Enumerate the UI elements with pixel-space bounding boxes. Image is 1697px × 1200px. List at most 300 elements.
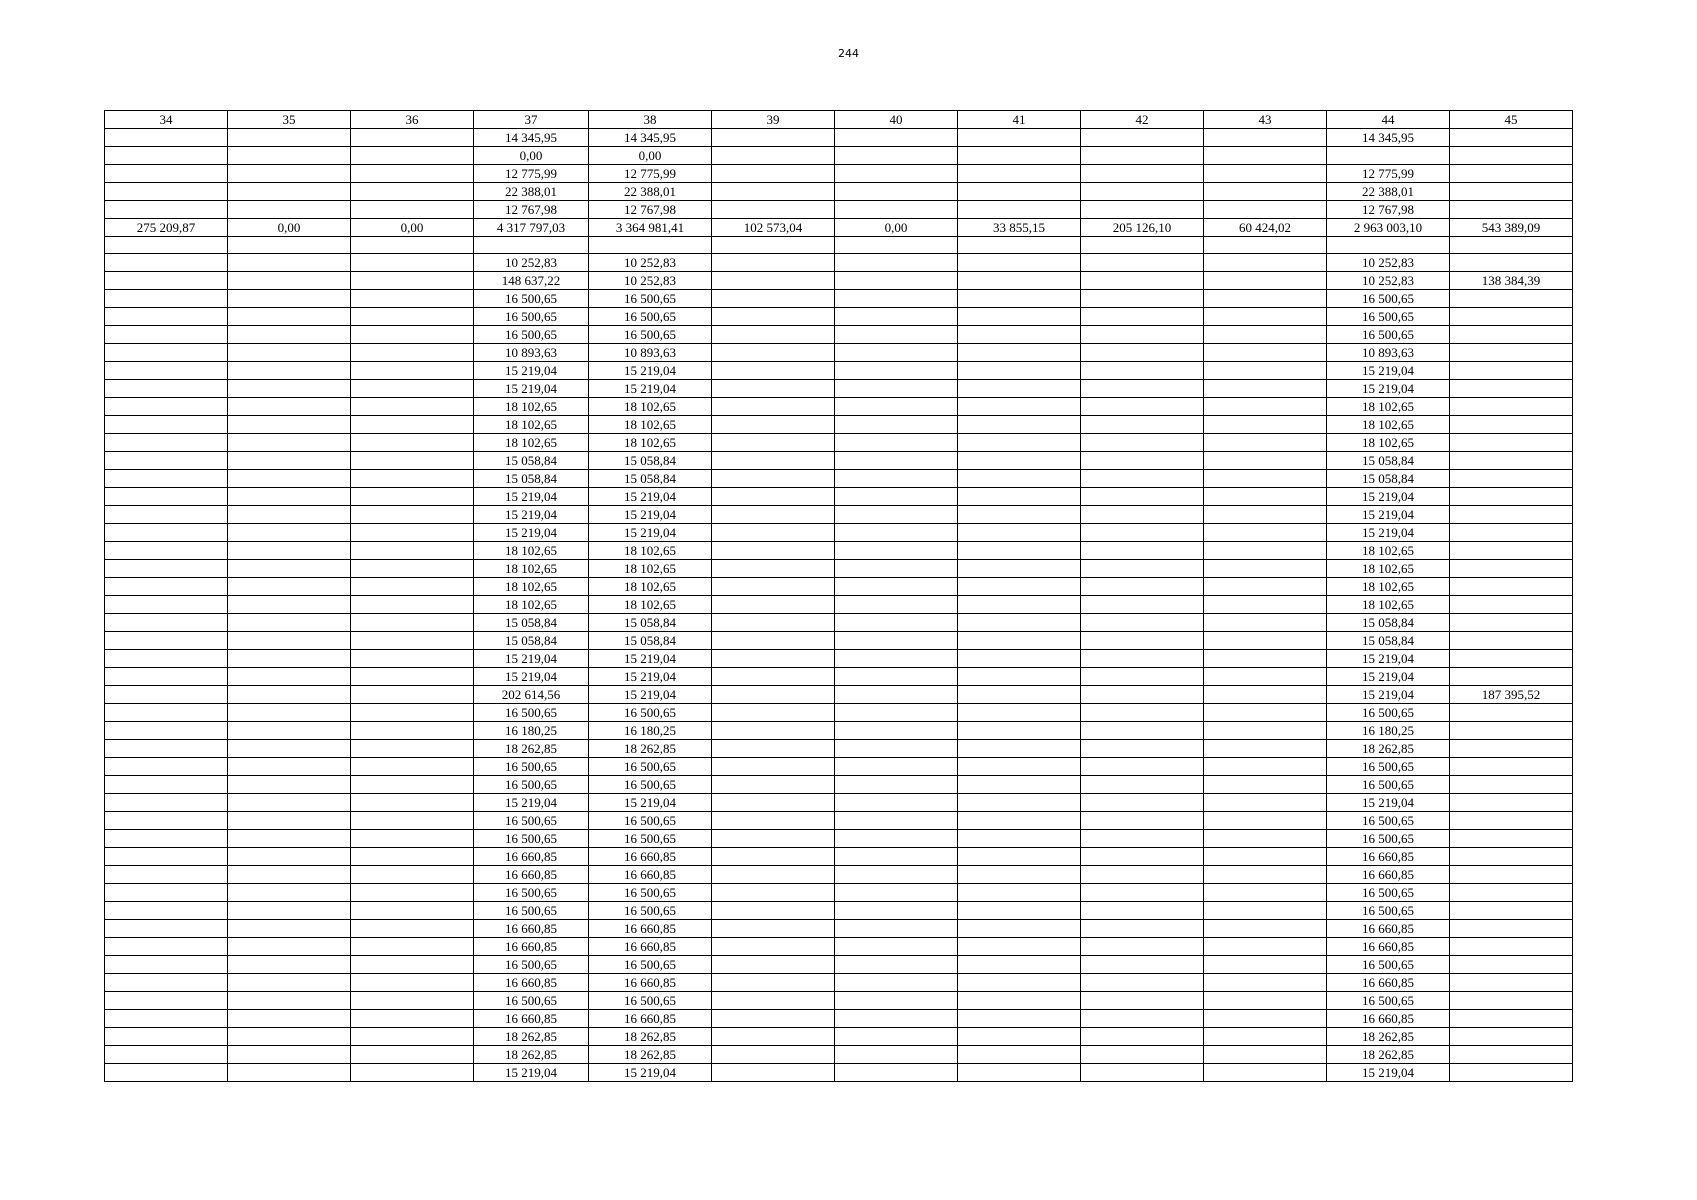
table-cell: 15 219,04 bbox=[1327, 488, 1450, 506]
table-cell bbox=[228, 668, 351, 686]
table-body bbox=[105, 111, 1573, 1082]
table-cell: 15 219,04 bbox=[474, 380, 589, 398]
table-cell bbox=[1204, 920, 1327, 938]
table-cell: 18 102,65 bbox=[1327, 434, 1450, 452]
table-cell bbox=[1081, 848, 1204, 866]
table-cell: 15 219,04 bbox=[1327, 1064, 1450, 1082]
table-row bbox=[105, 398, 1573, 416]
table-cell bbox=[105, 632, 228, 650]
table-cell: 15 219,04 bbox=[1327, 686, 1450, 704]
table-cell bbox=[1081, 1028, 1204, 1046]
table-cell bbox=[958, 650, 1081, 668]
table-cell bbox=[1081, 254, 1204, 272]
table-cell: 16 500,65 bbox=[1327, 830, 1450, 848]
table-cell bbox=[1450, 1028, 1573, 1046]
table-cell: 15 058,84 bbox=[474, 614, 589, 632]
table-cell bbox=[1204, 1046, 1327, 1064]
table-row bbox=[105, 938, 1573, 956]
table-cell: 0,00 bbox=[351, 219, 474, 237]
table-cell: 16 500,65 bbox=[1327, 776, 1450, 794]
table-cell bbox=[835, 722, 958, 740]
table-cell bbox=[1081, 704, 1204, 722]
table-cell bbox=[105, 452, 228, 470]
table-cell: 15 219,04 bbox=[1327, 650, 1450, 668]
table-cell bbox=[1204, 290, 1327, 308]
table-cell bbox=[351, 254, 474, 272]
table-cell bbox=[1204, 434, 1327, 452]
table-cell bbox=[351, 542, 474, 560]
table-cell bbox=[105, 866, 228, 884]
table-cell bbox=[1450, 794, 1573, 812]
table-cell bbox=[1450, 344, 1573, 362]
table-cell bbox=[228, 488, 351, 506]
table-cell: 12 775,99 bbox=[474, 165, 589, 183]
table-cell bbox=[1081, 938, 1204, 956]
table-cell bbox=[1204, 542, 1327, 560]
table-row bbox=[105, 470, 1573, 488]
table-cell bbox=[835, 884, 958, 902]
table-cell: 15 219,04 bbox=[589, 1064, 712, 1082]
table-row bbox=[105, 794, 1573, 812]
table-cell bbox=[958, 147, 1081, 165]
table-cell bbox=[351, 956, 474, 974]
table-row bbox=[105, 704, 1573, 722]
table-cell bbox=[105, 470, 228, 488]
table-cell bbox=[1204, 506, 1327, 524]
table-cell bbox=[958, 542, 1081, 560]
table-cell: 18 262,85 bbox=[589, 1028, 712, 1046]
table-cell: 16 500,65 bbox=[474, 902, 589, 920]
table-cell bbox=[712, 452, 835, 470]
table-cell bbox=[105, 398, 228, 416]
table-cell bbox=[228, 542, 351, 560]
table-cell: 16 500,65 bbox=[589, 776, 712, 794]
table-cell: 15 219,04 bbox=[474, 794, 589, 812]
table-cell bbox=[105, 1064, 228, 1082]
table-cell bbox=[105, 560, 228, 578]
table-cell bbox=[835, 866, 958, 884]
table-cell bbox=[835, 902, 958, 920]
table-cell bbox=[835, 1064, 958, 1082]
table-cell bbox=[351, 416, 474, 434]
table-cell: 15 058,84 bbox=[1327, 614, 1450, 632]
table-cell bbox=[1450, 578, 1573, 596]
table-cell bbox=[958, 632, 1081, 650]
table-cell bbox=[1450, 758, 1573, 776]
table-cell: 12 767,98 bbox=[589, 201, 712, 219]
table-cell bbox=[958, 830, 1081, 848]
table-cell bbox=[712, 578, 835, 596]
table-cell bbox=[835, 506, 958, 524]
table-cell bbox=[105, 488, 228, 506]
table-cell bbox=[1204, 326, 1327, 344]
table-cell bbox=[1081, 470, 1204, 488]
table-cell bbox=[105, 129, 228, 147]
table-cell bbox=[351, 686, 474, 704]
table-cell bbox=[1081, 308, 1204, 326]
table-cell: 16 500,65 bbox=[474, 758, 589, 776]
table-cell bbox=[105, 830, 228, 848]
table-cell bbox=[1204, 650, 1327, 668]
table-cell bbox=[958, 380, 1081, 398]
table-cell bbox=[105, 237, 228, 254]
table-cell: 16 500,65 bbox=[589, 758, 712, 776]
table-cell bbox=[228, 992, 351, 1010]
table-cell bbox=[835, 794, 958, 812]
table-cell bbox=[105, 308, 228, 326]
table-cell bbox=[835, 308, 958, 326]
table-cell bbox=[228, 398, 351, 416]
table-cell bbox=[1450, 704, 1573, 722]
table-cell bbox=[835, 452, 958, 470]
table-cell bbox=[958, 1064, 1081, 1082]
table-cell bbox=[1081, 524, 1204, 542]
table-cell bbox=[105, 272, 228, 290]
table-cell bbox=[712, 326, 835, 344]
table-cell bbox=[1450, 830, 1573, 848]
column-header: 40 bbox=[835, 111, 958, 129]
table-cell bbox=[1081, 362, 1204, 380]
table-cell bbox=[1450, 722, 1573, 740]
table-cell bbox=[351, 308, 474, 326]
table-cell bbox=[1450, 650, 1573, 668]
table-cell bbox=[228, 956, 351, 974]
table-cell: 3 364 981,41 bbox=[589, 219, 712, 237]
table-cell bbox=[1204, 183, 1327, 201]
table-cell: 16 660,85 bbox=[589, 1010, 712, 1028]
data-table bbox=[104, 110, 1573, 1082]
table-cell bbox=[835, 632, 958, 650]
table-cell bbox=[1450, 848, 1573, 866]
table-cell bbox=[958, 884, 1081, 902]
table-cell bbox=[712, 974, 835, 992]
table-cell bbox=[351, 1064, 474, 1082]
table-cell: 2 963 003,10 bbox=[1327, 219, 1450, 237]
table-cell: 16 660,85 bbox=[474, 848, 589, 866]
table-cell bbox=[835, 416, 958, 434]
table-cell bbox=[712, 596, 835, 614]
table-cell bbox=[835, 129, 958, 147]
table-cell bbox=[228, 470, 351, 488]
table-cell bbox=[712, 614, 835, 632]
table-cell bbox=[228, 686, 351, 704]
table-cell: 15 219,04 bbox=[474, 1064, 589, 1082]
table-cell: 16 500,65 bbox=[474, 308, 589, 326]
table-cell bbox=[712, 434, 835, 452]
table-row bbox=[105, 686, 1573, 704]
table-cell bbox=[1450, 398, 1573, 416]
table-cell bbox=[589, 237, 712, 254]
table-cell bbox=[1081, 147, 1204, 165]
table-cell bbox=[1204, 380, 1327, 398]
table-row bbox=[105, 272, 1573, 290]
table-cell bbox=[958, 308, 1081, 326]
table-cell bbox=[712, 794, 835, 812]
table-cell bbox=[835, 992, 958, 1010]
table-cell bbox=[712, 524, 835, 542]
table-cell bbox=[228, 147, 351, 165]
table-cell bbox=[712, 272, 835, 290]
table-cell bbox=[958, 488, 1081, 506]
table-cell bbox=[958, 201, 1081, 219]
table-cell bbox=[1081, 165, 1204, 183]
table-cell: 16 500,65 bbox=[474, 704, 589, 722]
table-cell: 15 219,04 bbox=[589, 380, 712, 398]
table-cell: 18 262,85 bbox=[474, 1046, 589, 1064]
table-cell: 18 102,65 bbox=[589, 542, 712, 560]
table-row bbox=[105, 920, 1573, 938]
table-cell bbox=[958, 740, 1081, 758]
table-cell: 18 102,65 bbox=[474, 398, 589, 416]
table-cell bbox=[835, 344, 958, 362]
table-cell bbox=[1081, 560, 1204, 578]
table-cell bbox=[835, 1010, 958, 1028]
table-cell bbox=[105, 326, 228, 344]
table-cell bbox=[958, 614, 1081, 632]
table-cell bbox=[351, 830, 474, 848]
table-row bbox=[105, 380, 1573, 398]
table-row bbox=[105, 866, 1573, 884]
table-cell bbox=[228, 434, 351, 452]
table-cell: 16 180,25 bbox=[474, 722, 589, 740]
table-cell bbox=[958, 416, 1081, 434]
table-cell bbox=[228, 183, 351, 201]
table-cell bbox=[712, 956, 835, 974]
table-cell bbox=[351, 902, 474, 920]
table-cell bbox=[351, 740, 474, 758]
table-cell: 16 500,65 bbox=[474, 830, 589, 848]
table-row bbox=[105, 308, 1573, 326]
table-cell bbox=[228, 326, 351, 344]
table-cell: 16 660,85 bbox=[474, 920, 589, 938]
table-cell bbox=[105, 201, 228, 219]
table-cell bbox=[835, 237, 958, 254]
table-cell bbox=[712, 884, 835, 902]
table-cell bbox=[1081, 578, 1204, 596]
table-cell bbox=[351, 758, 474, 776]
table-cell bbox=[712, 165, 835, 183]
table-cell bbox=[351, 578, 474, 596]
table-cell bbox=[712, 668, 835, 686]
table-cell: 60 424,02 bbox=[1204, 219, 1327, 237]
table-cell bbox=[712, 560, 835, 578]
table-cell bbox=[1450, 812, 1573, 830]
table-cell bbox=[228, 416, 351, 434]
table-cell: 10 252,83 bbox=[474, 254, 589, 272]
header-row bbox=[105, 111, 1573, 129]
table-cell bbox=[105, 704, 228, 722]
table-cell bbox=[351, 165, 474, 183]
table-cell bbox=[712, 147, 835, 165]
table-cell bbox=[835, 704, 958, 722]
table-cell bbox=[1204, 902, 1327, 920]
table-cell bbox=[228, 740, 351, 758]
table-cell: 18 102,65 bbox=[474, 560, 589, 578]
table-row bbox=[105, 1010, 1573, 1028]
table-cell bbox=[1081, 416, 1204, 434]
table-cell bbox=[958, 956, 1081, 974]
table-cell: 16 500,65 bbox=[474, 326, 589, 344]
table-cell: 15 058,84 bbox=[1327, 632, 1450, 650]
table-row bbox=[105, 506, 1573, 524]
table-cell bbox=[228, 290, 351, 308]
table-cell: 16 500,65 bbox=[589, 704, 712, 722]
table-cell bbox=[105, 1046, 228, 1064]
table-cell: 15 219,04 bbox=[474, 506, 589, 524]
table-cell bbox=[228, 920, 351, 938]
table-cell bbox=[958, 1010, 1081, 1028]
table-cell: 18 102,65 bbox=[1327, 560, 1450, 578]
table-cell bbox=[228, 344, 351, 362]
table-cell: 15 219,04 bbox=[1327, 362, 1450, 380]
table-cell bbox=[958, 506, 1081, 524]
table-cell bbox=[1204, 722, 1327, 740]
column-header: 38 bbox=[589, 111, 712, 129]
table-cell: 16 500,65 bbox=[1327, 992, 1450, 1010]
table-cell bbox=[105, 380, 228, 398]
table-cell bbox=[1081, 722, 1204, 740]
table-cell bbox=[228, 722, 351, 740]
table-cell bbox=[1450, 902, 1573, 920]
table-cell bbox=[351, 147, 474, 165]
table-cell bbox=[105, 1028, 228, 1046]
table-cell bbox=[958, 254, 1081, 272]
table-cell bbox=[1204, 686, 1327, 704]
table-cell bbox=[835, 524, 958, 542]
table-cell: 0,00 bbox=[589, 147, 712, 165]
table-cell bbox=[1081, 488, 1204, 506]
table-cell bbox=[835, 920, 958, 938]
table-cell bbox=[228, 362, 351, 380]
table-row bbox=[105, 183, 1573, 201]
table-cell bbox=[1081, 758, 1204, 776]
table-cell bbox=[105, 165, 228, 183]
table-cell: 16 180,25 bbox=[1327, 722, 1450, 740]
table-cell bbox=[1204, 524, 1327, 542]
table-cell bbox=[351, 183, 474, 201]
table-cell bbox=[1327, 237, 1450, 254]
table-cell: 16 500,65 bbox=[1327, 326, 1450, 344]
table-cell bbox=[228, 704, 351, 722]
table-cell bbox=[105, 884, 228, 902]
table-cell bbox=[1450, 380, 1573, 398]
table-cell: 16 500,65 bbox=[474, 884, 589, 902]
table-cell bbox=[1081, 452, 1204, 470]
table-cell: 15 219,04 bbox=[589, 488, 712, 506]
table-row bbox=[105, 165, 1573, 183]
table-cell bbox=[1081, 201, 1204, 219]
table-cell: 10 252,83 bbox=[589, 272, 712, 290]
column-header: 45 bbox=[1450, 111, 1573, 129]
table-cell bbox=[958, 686, 1081, 704]
table-cell bbox=[712, 920, 835, 938]
table-cell: 18 102,65 bbox=[589, 434, 712, 452]
table-cell bbox=[351, 524, 474, 542]
table-cell bbox=[835, 165, 958, 183]
table-cell bbox=[1450, 740, 1573, 758]
table-cell: 12 767,98 bbox=[1327, 201, 1450, 219]
table-cell bbox=[1081, 974, 1204, 992]
table-row bbox=[105, 740, 1573, 758]
table-cell bbox=[351, 398, 474, 416]
table-cell bbox=[105, 848, 228, 866]
table-cell: 22 388,01 bbox=[1327, 183, 1450, 201]
table-cell bbox=[228, 758, 351, 776]
table-cell: 138 384,39 bbox=[1450, 272, 1573, 290]
table-cell: 16 500,65 bbox=[589, 326, 712, 344]
table-cell: 16 500,65 bbox=[589, 830, 712, 848]
table-cell bbox=[958, 290, 1081, 308]
table-cell bbox=[1450, 884, 1573, 902]
table-cell: 148 637,22 bbox=[474, 272, 589, 290]
table-cell bbox=[712, 237, 835, 254]
table-cell bbox=[835, 560, 958, 578]
table-cell: 18 102,65 bbox=[589, 560, 712, 578]
table-row bbox=[105, 830, 1573, 848]
table-cell bbox=[1450, 1064, 1573, 1082]
table-cell bbox=[351, 938, 474, 956]
table-cell bbox=[1450, 326, 1573, 344]
table-cell bbox=[228, 848, 351, 866]
table-cell bbox=[228, 308, 351, 326]
table-cell bbox=[712, 380, 835, 398]
table-cell bbox=[835, 1028, 958, 1046]
table-cell: 16 500,65 bbox=[589, 956, 712, 974]
table-cell bbox=[351, 884, 474, 902]
table-cell bbox=[712, 848, 835, 866]
table-cell bbox=[351, 848, 474, 866]
table-cell bbox=[835, 596, 958, 614]
table-cell bbox=[1081, 668, 1204, 686]
table-cell bbox=[105, 183, 228, 201]
table-cell bbox=[105, 254, 228, 272]
table-cell bbox=[228, 1046, 351, 1064]
table-cell bbox=[1081, 866, 1204, 884]
table-cell: 15 219,04 bbox=[474, 488, 589, 506]
table-cell bbox=[958, 794, 1081, 812]
table-cell: 14 345,95 bbox=[589, 129, 712, 147]
table-cell bbox=[958, 812, 1081, 830]
table-cell bbox=[1081, 326, 1204, 344]
table-cell bbox=[712, 812, 835, 830]
table-cell bbox=[351, 272, 474, 290]
table-cell bbox=[351, 326, 474, 344]
table-cell bbox=[1081, 290, 1204, 308]
table-cell bbox=[351, 704, 474, 722]
table-cell: 12 775,99 bbox=[1327, 165, 1450, 183]
table-row bbox=[105, 254, 1573, 272]
table-cell bbox=[958, 524, 1081, 542]
table-cell: 18 262,85 bbox=[1327, 1028, 1450, 1046]
table-cell bbox=[105, 578, 228, 596]
table-cell bbox=[712, 758, 835, 776]
table-cell bbox=[1204, 866, 1327, 884]
table-cell bbox=[105, 147, 228, 165]
table-cell bbox=[1204, 452, 1327, 470]
table-cell bbox=[351, 866, 474, 884]
table-cell bbox=[958, 560, 1081, 578]
table-cell bbox=[835, 398, 958, 416]
table-cell bbox=[1204, 416, 1327, 434]
table-cell bbox=[228, 596, 351, 614]
column-header: 42 bbox=[1081, 111, 1204, 129]
table-cell bbox=[105, 1010, 228, 1028]
table-cell bbox=[958, 1046, 1081, 1064]
table-cell bbox=[958, 434, 1081, 452]
table-cell bbox=[105, 434, 228, 452]
table-cell bbox=[1204, 704, 1327, 722]
table-cell bbox=[105, 596, 228, 614]
